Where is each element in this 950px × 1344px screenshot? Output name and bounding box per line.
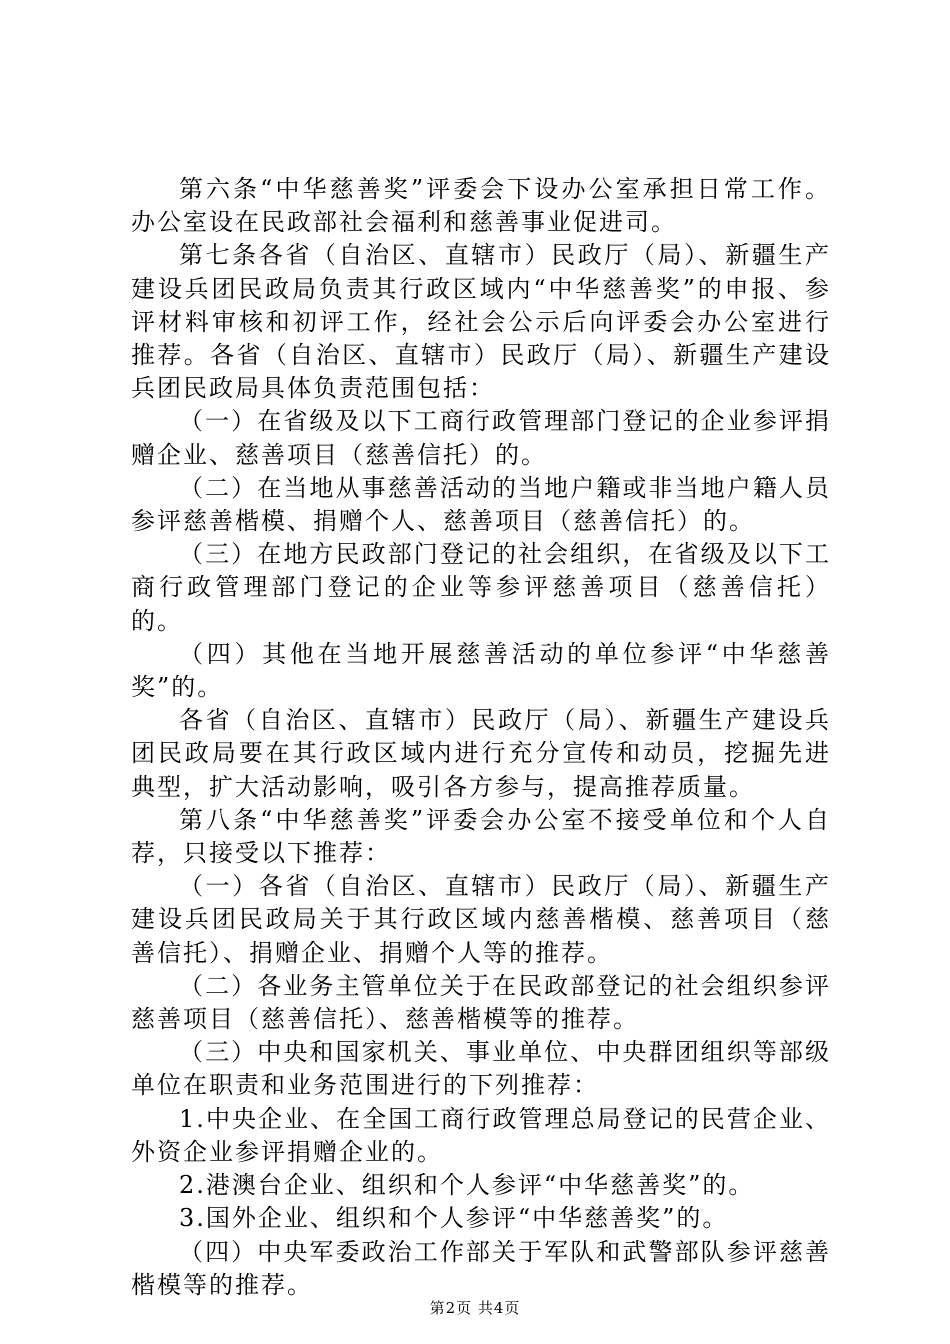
document-body — [131, 173, 831, 1302]
article-8-item-3-sub-1: 1.中央企业、在全国工商行政管理总局登记的民营企业、外资企业参评捐赠企业的。 — [131, 1104, 831, 1166]
article-8-item-4: （四）中央军委政治工作部关于军队和武警部队参评慈善楷模等的推荐。 — [131, 1237, 831, 1299]
article-6-paragraph: 第六条“中华慈善奖”评委会下设办公室承担日常工作。办公室设在民政部社会福利和慈善事业促进司。 — [131, 175, 831, 237]
article-7-closing-paragraph: 各省（自治区、直辖市）民政厅（局）、新疆生产建设兵团民政局要在其行政区域内进行充分宣传和动员，挖掘先进典型，扩大活动影响，吸引各方参与，提高推荐质量。 — [131, 706, 831, 801]
article-7-paragraph: 第七条各省（自治区、直辖市）民政厅（局）、新疆生产建设兵团民政局负责其行政区域内“中华慈善奖”的申报、参评材料审核和初评工作，经社会公示后向评委会办公室进行推荐。各省（自治区、直辖市）民政厅（局）、新疆生产建设兵团民政局具体负责范围包括： — [131, 241, 831, 403]
article-7-item-3: （三）在地方民政部门登记的社会组织，在省级及以下工商行政管理部门登记的企业等参评慈善项目（慈善信托）的。 — [131, 540, 831, 635]
article-7-item-2: （二）在当地从事慈善活动的当地户籍或非当地户籍人员参评慈善楷模、捐赠个人、慈善项目（慈善信托）的。 — [131, 473, 831, 536]
article-8-item-3: （三）中央和国家机关、事业单位、中央群团组织等部级单位在职责和业务范围进行的下列推荐： — [131, 1038, 831, 1100]
article-8-item-3-sub-3: 3.国外企业、组织和个人参评“中华慈善奖”的。 — [179, 1204, 729, 1233]
article-8-item-2: （二）各业务主管单位关于在民政部登记的社会组织参评慈善项目（慈善信托）、慈善楷模等的推荐。 — [131, 971, 831, 1034]
article-7-item-1: （一）在省级及以下工商行政管理部门登记的企业参评捐赠企业、慈善项目（慈善信托）的。 — [131, 407, 831, 469]
article-8-item-1: （一）各省（自治区、直辖市）民政厅（局）、新疆生产建设兵团民政局关于其行政区域内慈善楷模、慈善项目（慈善信托）、捐赠企业、捐赠个人等的推荐。 — [131, 872, 831, 967]
article-7-item-4: （四）其他在当地开展慈善活动的单位参评“中华慈善奖”的。 — [131, 639, 831, 702]
article-8-paragraph: 第八条“中华慈善奖”评委会办公室不接受单位和个人自荐，只接受以下推荐： — [131, 805, 831, 868]
page-number-footer: 第2页 共4页 — [429, 1299, 521, 1317]
article-8-item-3-sub-2: 2.港澳台企业、组织和个人参评“中华慈善奖”的。 — [179, 1171, 755, 1200]
